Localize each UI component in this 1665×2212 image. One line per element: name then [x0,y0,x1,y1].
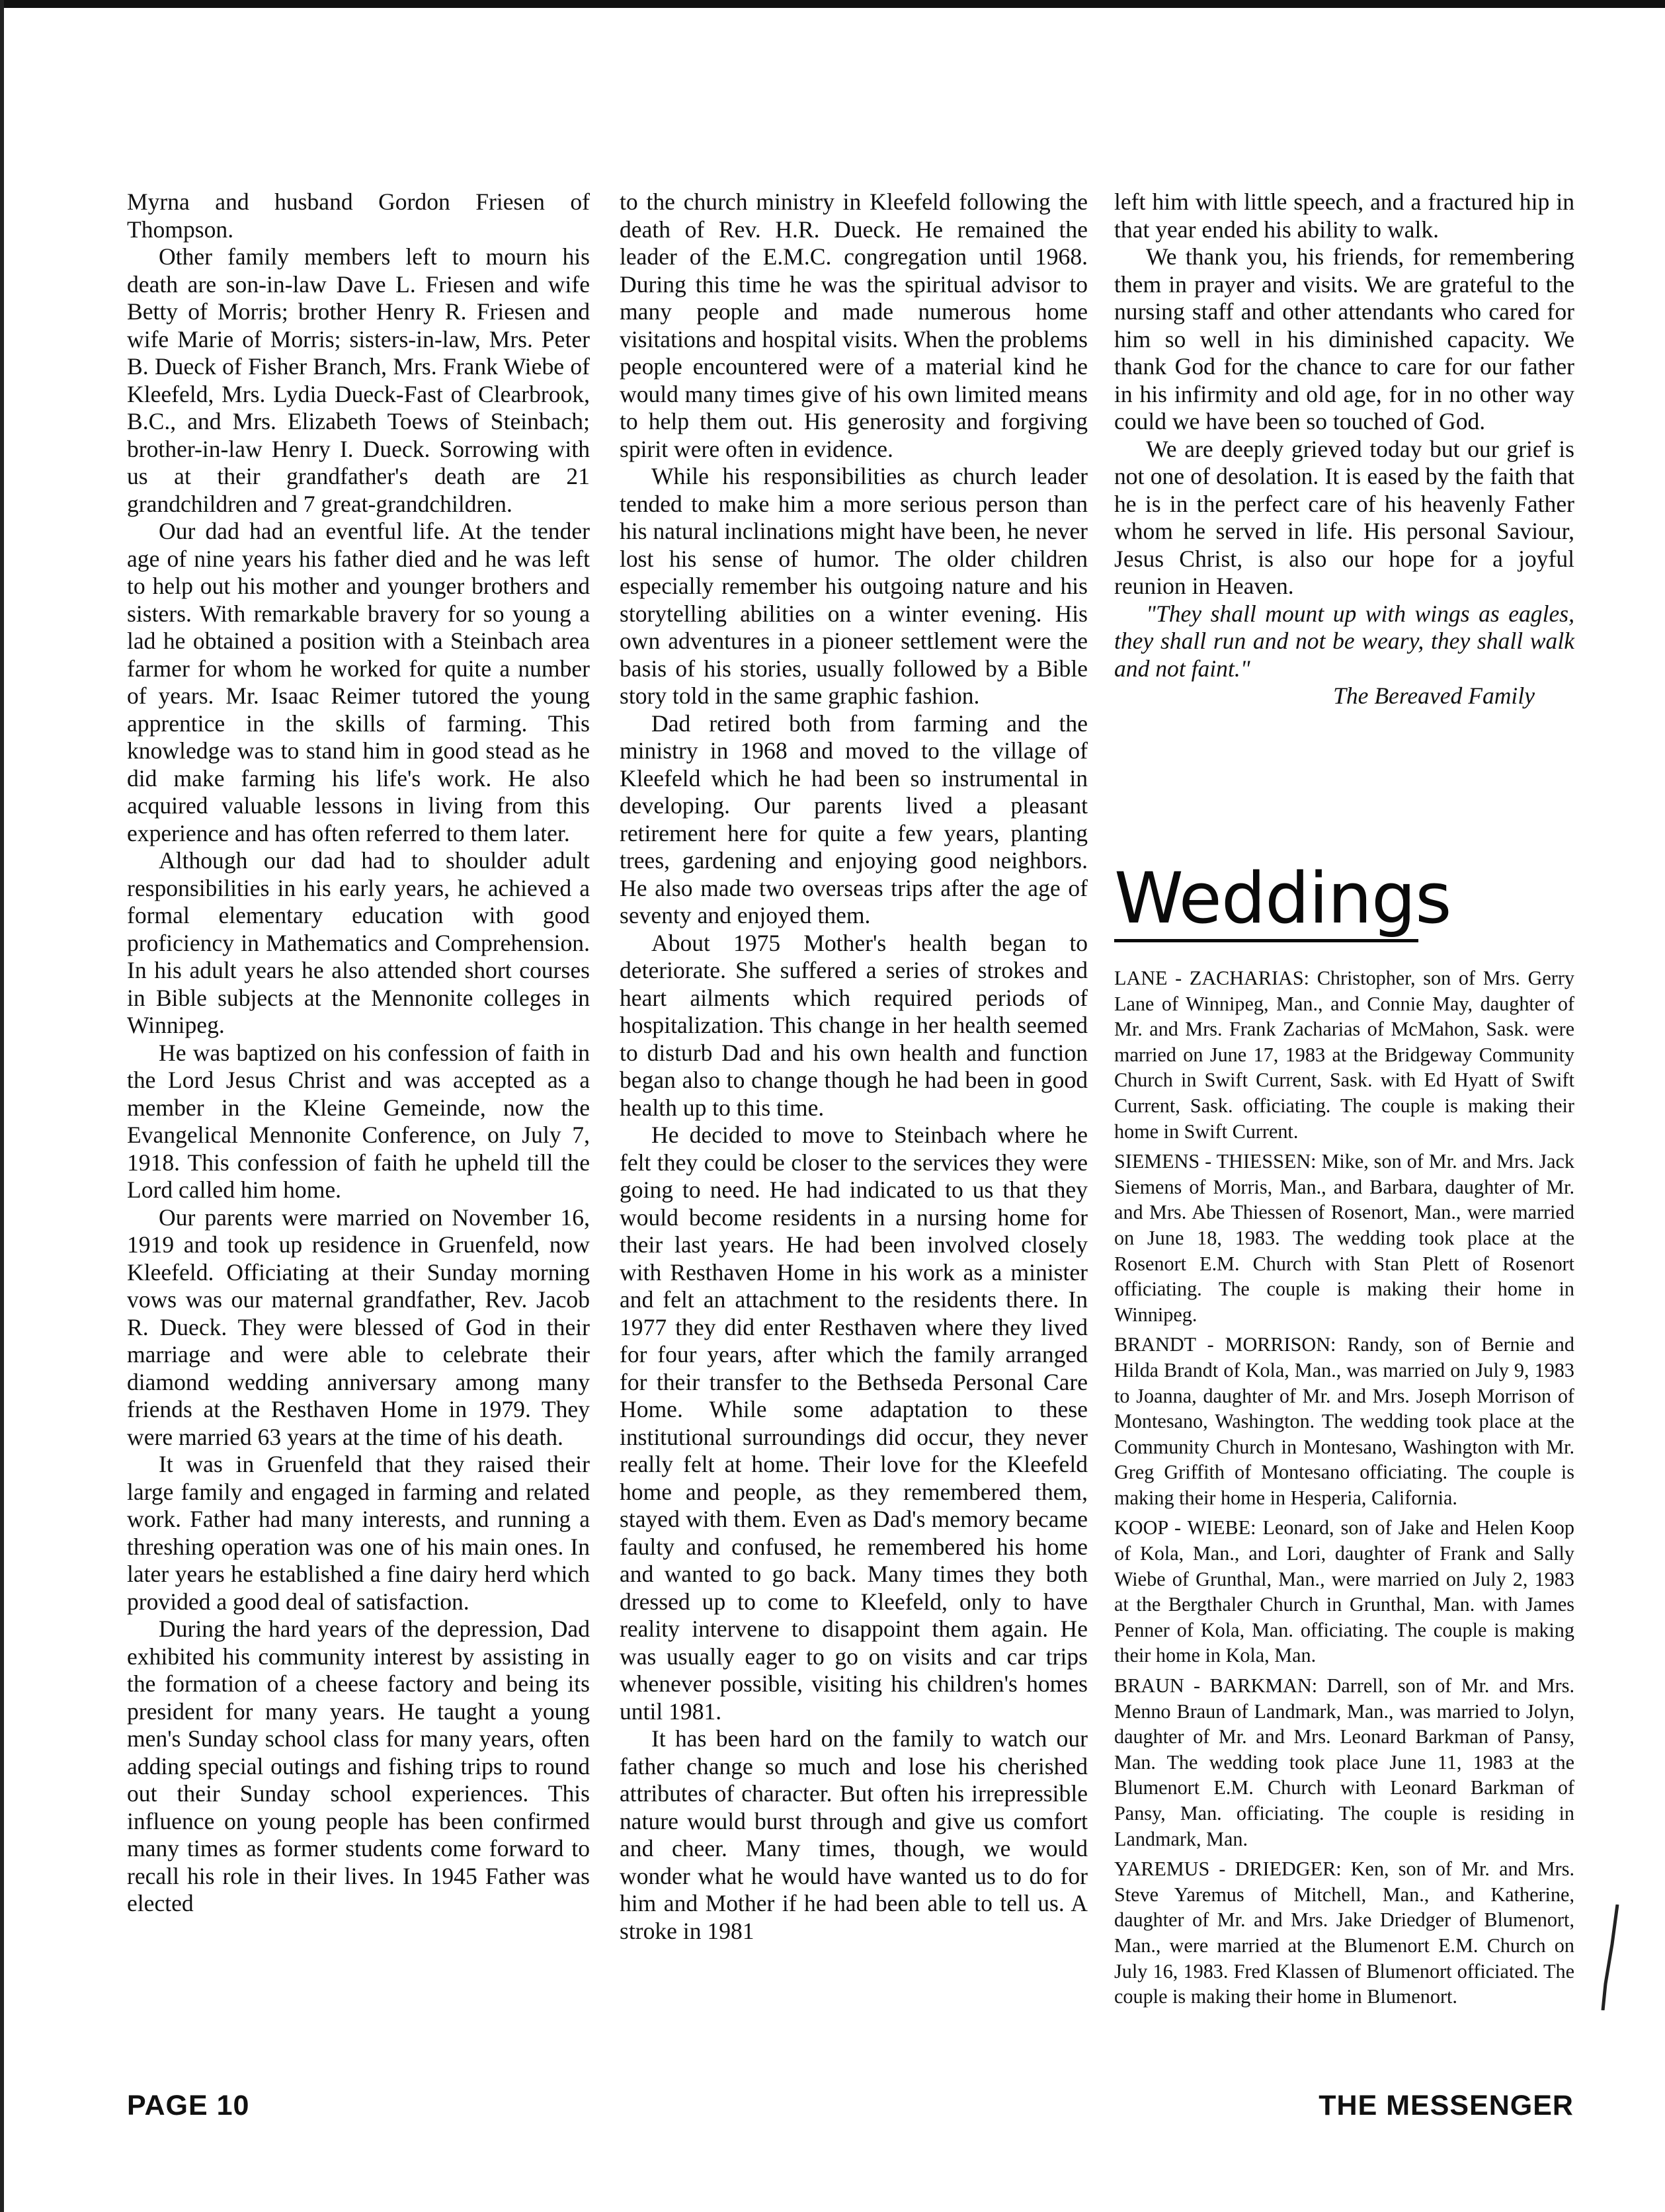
scripture-verse: "They shall mount up with wings as eagles, they shall run and not be weary, they shall walk and not faint." [1114,600,1574,682]
wedding-entry: BRANDT - MORRISON: Randy, son of Bernie and Hilda Brandt of Kola, Man., was married on July 9, 1983 to Joanna, daughter of Mr. and Mrs. Joseph Morrison of Montesano, Washington. The wedding took place at the Community Church in Montesano, Washington with Mr. Greg Griffith of Montesano officiating. The couple is making their home in Hesperia, California. [1114,1333,1574,1509]
wedding-entry: YAREMUS - DRIEDGER: Ken, son of Mr. and Mrs. Steve Yaremus of Mitchell, Man., and Katherine, daughter of Mr. and Mrs. Jake Driedger of Blumenort, Man., were married at the Blumenort E.M. Church on July 16, 1983. Fred Klassen of Blumenort officiated. The couple is making their home in Blumenort. [1114,1858,1574,2008]
paragraph: During the hard years of the depression, Dad exhibited his community interest by assisting in the formation of a cheese factory and being its president for many years. He taught a young men's Sunday school class for many years, often adding special outings and fishing trips to round out their Sunday school experiences. This influence on young people has been confirmed many times as former students come forward to recall his role in their lives. In 1945 Father was elected [127,1616,590,1916]
paragraph: Our parents were married on November 16, 1919 and took up residence in Gruenfeld, now Kleefeld. Officiating at their Sunday morning vows was our maternal grandfather, Rev. Jacob R. Dueck. They were blessed of God in their marriage and were able to celebrate their diamond wedding anniversary among many friends at the Resthaven Home in 1979. They were married 63 years at the time of his death. [127,1204,590,1450]
paragraph: He was baptized on his confession of faith in the Lord Jesus Christ and was accepted as a member in the Kleine Gemeinde, now the Evangelical Mennonite Conference, on July 7, 1918. This confession of faith he upheld till the Lord called him home. [127,1039,590,1203]
page-number: PAGE 10 [127,2090,250,2121]
wedding-entry: SIEMENS - THIESSEN: Mike, son of Mr. and Mrs. Jack Siemens of Morris, Man., and Barbara, daughter of Mr. and Mrs. Abe Thiessen of Rosenort, Man., were married on June 18, 1983. The wedding took place at the Rosenort E.M. Church with Stan Plett of Rosenort officiating. The couple is making their home in Winnipeg. [1114,1150,1574,1326]
paragraph: Although our dad had to shoulder adult responsibilities in his early years, he achieved a formal elementary education with good proficiency in Mathematics and Comprehension. In his adult years he also attended short courses in Bible subjects at the Mennonite colleges in Winnipeg. [127,847,590,1038]
wedding-entry: BRAUN - BARKMAN: Darrell, son of Mr. and Mrs. Menno Braun of Landmark, Man., was married to Jolyn, daughter of Mr. and Mrs. Leonard Barkman of Pansy, Man. The wedding took place June 11, 1983 at the Blumenort E.M. Church with Leonard Barkman of Pansy, Man. officiating. The couple is residing in Landmark, Man. [1114,1674,1574,1850]
paragraph: It was in Gruenfeld that they raised their large family and engaged in farming and related work. Father had many interests, and running a threshing operation was one of his main ones. In later years he established a fine dairy herd which provided a good deal of satisfaction. [127,1451,590,1615]
paragraph: left him with little speech, and a fractured hip in that year ended his ability to walk. [1114,188,1574,243]
wedding-entry: LANE - ZACHARIAS: Christopher, son of Mrs. Gerry Lane of Winnipeg, Man., and Connie May, daughter of Mr. and Mrs. Frank Zacharias of McMahon, Sask. were married on June 17, 1983 at the Bridgeway Community Church in Swift Current, Sask. with Ed Hyatt of Swift Current, Sask. officiating. The couple is making their home in Swift Current. [1114,967,1574,1143]
paragraph: About 1975 Mother's health began to deteriorate. She suffered a series of strokes and heart ailments which required periods of hospitalization. This change in her health seemed to disturb Dad and his own health and function began also to change though he had been in good health up to this time. [620,929,1088,1121]
scan-edge-top [0,0,1665,8]
paragraph: He decided to move to Steinbach where he felt they could be closer to the services they were going to need. He had indicated to us that they would become residents in a nursing home for their last years. He had been involved closely with Resthaven Home in his work as a minister and felt an attachment to the residents there. In 1977 they did enter Resthaven where they lived for four years, after which the family arranged for their transfer to the Bethseda Personal Care Home. While some adaptation to these institutional surroundings did occur, they never really felt at home. Their love for the Kleefeld home and people, as they remembered them, stayed with them. Even as Dad's memory became faulty and confused, he remembered his home and wanted to go back. Many times they both dressed up to come to Kleefeld, only to have reality intervene to disappoint them again. He was usually eager to go on visits and car trips whenever possible, visiting his children's homes until 1981. [620,1122,1088,1725]
paragraph: While his responsibilities as church leader tended to make him a more serious person than his natural inclinations might have been, he never lost his sense of humor. The older children especially remember his outgoing nature and his storytelling abilities on a winter evening. His own adventures in a pioneer settlement were the basis of his stories, usually followed by a Bible story told in the same graphic fashion. [620,463,1088,709]
weddings-list [1114,965,1574,2014]
paragraph: We are deeply grieved today but our grief is not one of desolation. It is eased by the faith that he is in the perfect care of his heavenly Father whom he served in life. His personal Saviour, Jesus Christ, is also our hope for a joyful reunion in Heaven. [1114,435,1574,599]
scan-edge-left [0,0,4,2212]
paragraph: We thank you, his friends, for remembering them in prayer and visits. We are grateful to the nursing staff and other attendants who cared for him so well in his diminished capacity. We thank God for the chance to care for our father in his infirmity and old age, for in no other way could we have been so touched of God. [1114,243,1574,434]
paragraph: Dad retired both from farming and the ministry in 1968 and moved to the village of Kleefeld which he had been so instrumental in developing. Our parents lived a pleasant retirement here for quite a few years, planting trees, gardening and enjoying good neighbors. He also made two overseas trips after the age of seventy and enjoyed them. [620,710,1088,928]
obituary-column-3 [1114,188,1574,710]
scan-mark [1586,1905,1625,2010]
paragraph: Our dad had an eventful life. At the tender age of nine years his father died and he was left to help out his mother and younger brothers and sisters. With remarkable bravery for so young a lad he obtained a position with a Steinbach area farmer for whom he worked for quite a number of years. Mr. Isaac Reimer tutored the young apprentice in the skills of farming. This knowledge was to stand him in good stead as he did make farming his life's work. He also acquired valuable lessons in living from this experience and has often referred to them later. [127,518,590,846]
wedding-entry: KOOP - WIEBE: Leonard, son of Jake and Helen Koop of Kola, Man., and Lori, daughter of Frank and Sally Wiebe of Grunthal, Man., were married on July 2, 1983 at the Bergthaler Church in Grunthal, Man. with James Penner of Kola, Man. officiating. The couple is making their home in Kola, Man. [1114,1516,1574,1667]
paragraph: It has been hard on the family to watch our father change so much and lose his cherished attributes of character. But often his irrepressible nature would burst through and give us comfort and cheer. Many times, though, we would wonder what he would have wanted us to do for him and Mother if he had been able to tell us. A stroke in 1981 [620,1725,1088,1944]
paragraph: Other family members left to mourn his death are son-in-law Dave L. Friesen and wife Betty of Morris; brother Henry R. Friesen and wife Marie of Morris; sisters-in-law, Mrs. Peter B. Dueck of Fisher Branch, Mrs. Frank Wiebe of Kleefeld, Mrs. Lydia Dueck-Fast of Clearbrook, B.C., and Mrs. Elizabeth Toews of Steinbach; brother-in-law Henry I. Dueck. Sorrowing with us at their grandfather's death are 21 grandchildren and 7 great-grandchildren. [127,243,590,517]
weddings-heading-block [1114,860,1458,942]
paragraph: to the church ministry in Kleefeld following the death of Rev. H.R. Dueck. He remained the leader of the E.M.C. congregation until 1968. During this time he was the spiritual advisor to many people and made numerous home visitations and hospital visits. When the problems people encountered were of a material kind he would many times give of his own limited means to help them out. His generosity and forgiving spirit were often in evidence. [620,188,1088,462]
signature: The Bereaved Family [1333,682,1535,709]
obituary-column-2 [620,188,1088,1945]
paragraph: Myrna and husband Gordon Friesen of Thompson. [127,188,590,243]
obituary-column-1 [127,188,590,1918]
publication-name: THE MESSENGER [1319,2090,1574,2121]
section-title: Weddings [1114,858,1451,939]
heading-underline [1114,939,1418,942]
